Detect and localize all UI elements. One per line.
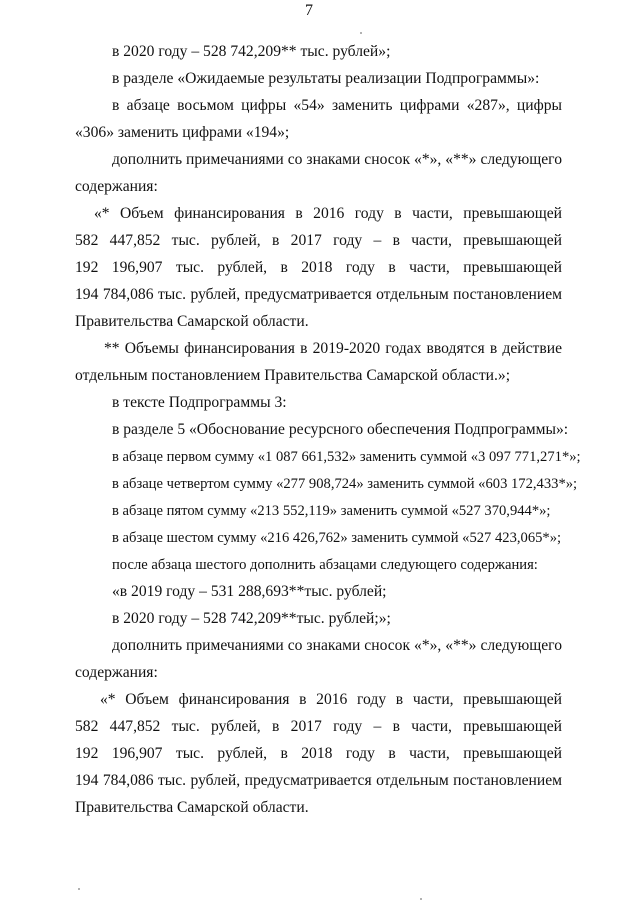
text-line: содержания: bbox=[75, 664, 158, 681]
text-line: 582 447,852 тыс. рублей, в 2017 году – в части, превышающей bbox=[75, 232, 562, 249]
scan-speck bbox=[78, 888, 80, 890]
text-line: «* Объем финансирования в 2016 году в части, превышающей bbox=[100, 691, 562, 708]
text-line: «в 2019 году – 531 288,693**тыс. рублей; bbox=[112, 583, 387, 600]
text-line: 194 784,086 тыс. рублей, предусматривается отдельным постановлением bbox=[75, 772, 562, 789]
text-line: после абзаца шестого дополнить абзацами следующего содержания: bbox=[112, 557, 538, 573]
text-line: содержания: bbox=[75, 178, 158, 195]
text-line: в абзаце восьмом цифры «54» заменить цифрами «287», цифры bbox=[112, 97, 562, 114]
text-line: в 2020 году – 528 742,209**тыс. рублей;»; bbox=[112, 610, 391, 627]
text-line: Правительства Самарской области. bbox=[75, 313, 309, 330]
text-line: в абзаце первом сумму «1 087 661,532» заменить суммой «3 097 771,271*»; bbox=[112, 449, 581, 465]
text-line: 582 447,852 тыс. рублей, в 2017 году – в части, превышающей bbox=[75, 718, 562, 735]
text-line: в разделе 5 «Обоснование ресурсного обеспечения Подпрограммы»: bbox=[112, 421, 569, 438]
text-line: Правительства Самарской области. bbox=[75, 799, 309, 816]
text-line: в тексте Подпрограммы 3: bbox=[112, 394, 287, 411]
text-line: в разделе «Ожидаемые результаты реализации Подпрограммы»: bbox=[112, 70, 540, 87]
text-line: в абзаце шестом сумму «216 426,762» заменить суммой «527 423,065*»; bbox=[112, 530, 562, 546]
text-line: «* Объем финансирования в 2016 году в части, превышающей bbox=[94, 205, 562, 222]
page-number: 7 bbox=[305, 2, 313, 19]
text-line: в 2020 году – 528 742,209** тыс. рублей»; bbox=[112, 43, 391, 60]
scan-speck bbox=[360, 32, 362, 34]
text-line: ** Объемы финансирования в 2019-2020 годах вводятся в действие bbox=[104, 340, 562, 357]
text-line: в абзаце четвертом сумму «277 908,724» заменить суммой «603 172,433*»; bbox=[112, 476, 578, 492]
text-line: 194 784,086 тыс. рублей, предусматривается отдельным постановлением bbox=[75, 286, 562, 303]
text-line: дополнить примечаниями со знаками сносок «*», «**» следующего bbox=[112, 151, 562, 168]
text-line: «306» заменить цифрами «194»; bbox=[75, 124, 290, 141]
text-line: 192 196,907 тыс. рублей, в 2018 году в части, превышающей bbox=[75, 259, 562, 276]
text-line: в абзаце пятом сумму «213 552,119» заменить суммой «527 370,944*»; bbox=[112, 503, 551, 519]
scan-speck bbox=[420, 898, 422, 900]
text-line: дополнить примечаниями со знаками сносок «*», «**» следующего bbox=[112, 637, 562, 654]
text-line: 192 196,907 тыс. рублей, в 2018 году в части, превышающей bbox=[75, 745, 562, 762]
text-line: отдельным постановлением Правительства Самарской области.»; bbox=[75, 367, 511, 384]
